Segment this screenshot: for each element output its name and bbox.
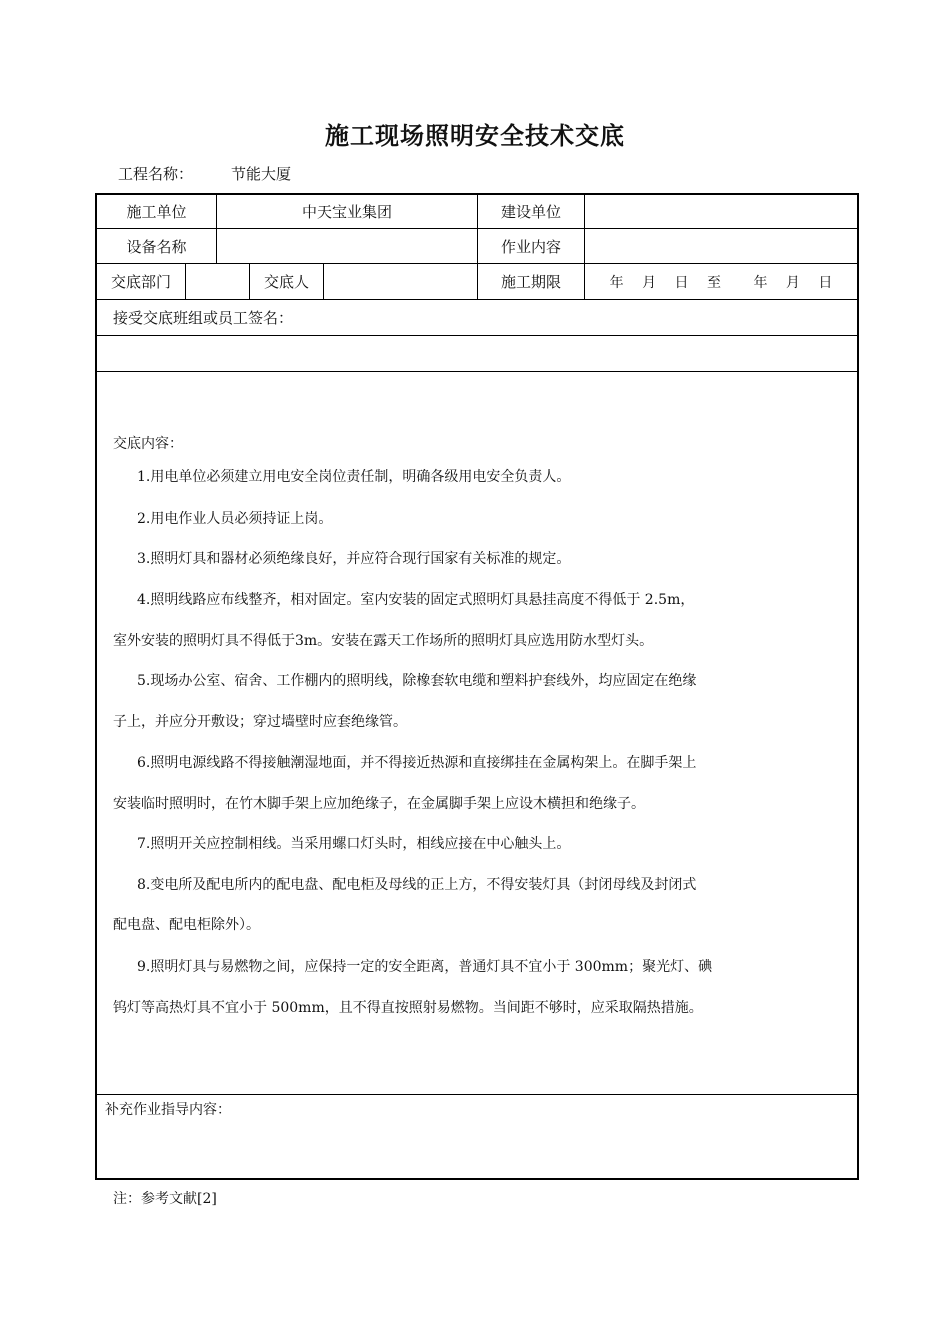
construction-period-value: 年 月 日 至 年 月 日 bbox=[609, 274, 833, 291]
content-line: 1.用电单位必须建立用电安全岗位责任制，明确各级用电安全负责人。 bbox=[137, 469, 571, 485]
content-line: 配电盘、配电柜除外）。 bbox=[113, 917, 260, 933]
content-line: 3.照明灯具和器材必须绝缘良好，并应符合现行国家有关标准的规定。 bbox=[137, 551, 571, 567]
work-content-label: 作业内容 bbox=[500, 237, 561, 256]
equipment-name-label: 设备名称 bbox=[126, 237, 187, 256]
content-line: 6.照明电源线路不得接触潮湿地面，并不得接近热源和直接绑挂在金属构架上。在脚手架上 bbox=[137, 755, 697, 771]
content-line: 安装临时照明时，在竹木脚手架上应加绝缘子，在金属脚手架上应设木横担和绝缘子。 bbox=[113, 796, 645, 812]
document-title: 施工现场照明安全技术交底 bbox=[325, 122, 625, 150]
reference-note: 注：参考文献[2] bbox=[113, 1191, 217, 1207]
content-line: 子上，并应分开敷设；穿过墙壁时应套绝缘管。 bbox=[113, 714, 407, 730]
content-line: 2.用电作业人员必须持证上岗。 bbox=[137, 511, 333, 527]
content-line: 室外安装的照明灯具不得低于3m。安装在露天工作场所的照明灯具应选用防水型灯头。 bbox=[113, 633, 654, 649]
column-divider bbox=[323, 263, 324, 299]
construction-period-label: 施工期限 bbox=[500, 273, 561, 291]
disclosure-person-label: 交底人 bbox=[263, 273, 309, 291]
construction-unit-label: 施工单位 bbox=[126, 203, 187, 221]
content-line: 7.照明开关应控制相线。当采用螺口灯头时，相线应接在中心触头上。 bbox=[137, 836, 571, 852]
disclosure-dept-label: 交底部门 bbox=[110, 273, 171, 291]
content-line: 9.照明灯具与易燃物之间，应保持一定的安全距离，普通灯具不宜小于 300mm；聚光灯、碘 bbox=[137, 959, 713, 975]
content-line: 钨灯等高热灯具不宜小于 500mm，且不得直按照射易燃物。当间距不够时，应采取隔热措施。 bbox=[113, 1000, 703, 1016]
column-divider bbox=[185, 263, 186, 299]
content-line: 4.照明线路应布线整齐，相对固定。室内安装的固定式照明灯具悬挂高度不得低于 2.5m， bbox=[137, 592, 695, 608]
project-name-row bbox=[118, 163, 291, 184]
content-heading: 交底内容： bbox=[113, 436, 183, 452]
row-divider bbox=[95, 371, 859, 372]
content-line: 8.变电所及配电所内的配电盘、配电柜及母线的正上方，不得安装灯具（封闭母线及封闭式 bbox=[137, 877, 697, 893]
project-name-value: 节能大厦 bbox=[231, 165, 292, 183]
supplement-label: 补充作业指导内容： bbox=[105, 1102, 231, 1118]
project-name-label: 工程名称： bbox=[118, 165, 194, 183]
construction-unit-value: 中天宝业集团 bbox=[301, 203, 392, 221]
builder-unit-label: 建设单位 bbox=[500, 203, 561, 221]
signature-label: 接受交底班组或员工签名： bbox=[113, 309, 294, 327]
builder-unit-value bbox=[585, 195, 857, 228]
content-line: 5.现场办公室、宿舍、工作棚内的照明线，除橡套软电缆和塑料护套线外，均应固定在绝缘 bbox=[137, 673, 697, 689]
row-divider bbox=[95, 1094, 859, 1095]
row-divider bbox=[95, 335, 859, 336]
